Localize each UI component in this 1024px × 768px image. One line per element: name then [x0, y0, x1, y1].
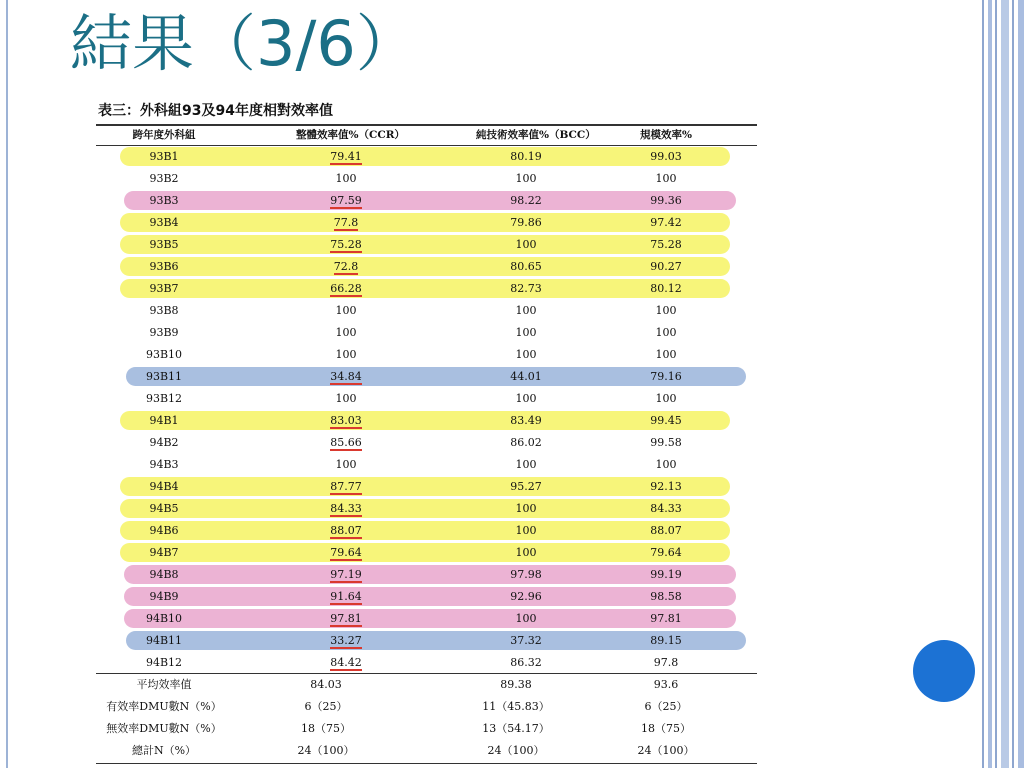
- cell-scale: 97.8: [653, 656, 679, 669]
- ccr-underline-mark: 97.19: [330, 568, 362, 581]
- cell-ccr: 100: [335, 458, 357, 471]
- summary-ccr: 84.03: [310, 678, 342, 691]
- table-row: [96, 476, 757, 498]
- table-row: [96, 344, 757, 366]
- cell-scale: 88.07: [650, 524, 682, 537]
- cell-ccr: 100: [335, 326, 357, 339]
- cell-scale: 92.13: [650, 480, 682, 493]
- table-row: [96, 652, 757, 674]
- cell-dmu: 94B1: [149, 414, 179, 427]
- cell-bcc: 37.32: [510, 634, 542, 647]
- ccr-underline-mark: 75.28: [330, 238, 362, 251]
- table-row: [96, 300, 757, 322]
- cell-bcc: 100: [515, 458, 537, 471]
- cell-bcc: 97.98: [510, 568, 542, 581]
- cell-dmu: 93B7: [149, 282, 179, 295]
- cell-ccr: [296, 542, 396, 564]
- cell-bcc: 100: [515, 502, 537, 515]
- summary-bcc: 11（45.83）: [482, 700, 550, 713]
- header-bcc: 純技術效率值%（BCC）: [476, 129, 596, 141]
- table-row: [96, 168, 757, 190]
- cell-bcc: 100: [515, 524, 537, 537]
- cell-ccr: [296, 564, 396, 586]
- summary-scale: 6（25）: [644, 700, 688, 713]
- cell-scale: 97.42: [650, 216, 682, 229]
- cell-dmu: 94B11: [145, 634, 183, 647]
- ccr-underline-mark: 77.8: [333, 216, 359, 229]
- cell-scale: 90.27: [650, 260, 682, 273]
- table-row: [96, 586, 757, 608]
- cell-bcc: 100: [515, 172, 537, 185]
- cell-scale: 79.64: [650, 546, 682, 559]
- ccr-underline-mark: 97.59: [330, 194, 362, 207]
- summary-label: 總計N（%）: [131, 744, 197, 757]
- cell-ccr: 100: [335, 392, 357, 405]
- cell-dmu: 93B9: [149, 326, 179, 339]
- table-bottom-rule: [96, 763, 757, 764]
- cell-scale: 100: [655, 392, 677, 405]
- summary-row: [96, 674, 757, 696]
- cell-dmu: 94B4: [149, 480, 179, 493]
- cell-bcc: 100: [515, 304, 537, 317]
- cell-ccr: [296, 520, 396, 542]
- cell-bcc: 86.32: [510, 656, 542, 669]
- header-dmu: 跨年度外科組: [132, 129, 196, 141]
- cell-dmu: 94B5: [149, 502, 179, 515]
- ccr-underline-mark: 87.77: [330, 480, 362, 493]
- table-row: [96, 454, 757, 476]
- summary-row: [96, 740, 757, 762]
- cell-ccr: [296, 410, 396, 432]
- table-row: [96, 146, 757, 168]
- cell-ccr: [296, 586, 396, 608]
- table-row: [96, 564, 757, 586]
- cell-dmu: 94B12: [145, 656, 183, 669]
- cell-scale: 100: [655, 348, 677, 361]
- cell-dmu: 94B9: [149, 590, 179, 603]
- cell-bcc: 100: [515, 348, 537, 361]
- table-row: [96, 366, 757, 388]
- cell-dmu: 93B3: [149, 194, 179, 207]
- summary-bcc: 13（54.17）: [482, 722, 550, 735]
- ccr-underline-mark: 79.41: [330, 150, 362, 163]
- cell-ccr: [296, 630, 396, 652]
- cell-ccr: [296, 190, 396, 212]
- cell-bcc: 79.86: [510, 216, 542, 229]
- header-ccr: 整體效率值%（CCR）: [296, 129, 405, 141]
- cell-dmu: 93B8: [149, 304, 179, 317]
- summary-bcc: 24（100）: [487, 744, 545, 757]
- ccr-underline-mark: 72.8: [333, 260, 359, 273]
- cell-bcc: 80.65: [510, 260, 542, 273]
- cell-scale: 98.58: [650, 590, 682, 603]
- ccr-underline-mark: 79.64: [330, 546, 362, 559]
- cell-bcc: 92.96: [510, 590, 542, 603]
- cell-dmu: 94B3: [149, 458, 179, 471]
- cell-scale: 89.15: [650, 634, 682, 647]
- cell-bcc: 80.19: [510, 150, 542, 163]
- cell-bcc: 98.22: [510, 194, 542, 207]
- ccr-underline-mark: 84.33: [330, 502, 362, 515]
- cell-ccr: [296, 212, 396, 234]
- ccr-underline-mark: 85.66: [330, 436, 362, 449]
- cell-scale: 97.81: [650, 612, 682, 625]
- table-row: [96, 256, 757, 278]
- cell-scale: 99.45: [650, 414, 682, 427]
- cell-bcc: 100: [515, 612, 537, 625]
- cell-bcc: 100: [515, 546, 537, 559]
- left-border-line: [6, 0, 8, 768]
- ccr-underline-mark: 91.64: [330, 590, 362, 603]
- cell-bcc: 44.01: [510, 370, 542, 383]
- cell-scale: 100: [655, 326, 677, 339]
- right-decorative-frame: [980, 0, 1024, 768]
- cell-ccr: [296, 498, 396, 520]
- table-row: [96, 520, 757, 542]
- cell-dmu: 94B6: [149, 524, 179, 537]
- slide-title: 結果（3/6）: [70, 7, 418, 80]
- ccr-underline-mark: 84.42: [330, 656, 362, 669]
- cell-bcc: 86.02: [510, 436, 542, 449]
- table-row: [96, 630, 757, 652]
- cell-scale: 84.33: [650, 502, 682, 515]
- summary-label: 無效率DMU數N（%）: [106, 722, 222, 735]
- cell-bcc: 100: [515, 326, 537, 339]
- cell-scale: 99.19: [650, 568, 682, 581]
- ccr-underline-mark: 83.03: [330, 414, 362, 427]
- cell-ccr: 100: [335, 348, 357, 361]
- cell-scale: 75.28: [650, 238, 682, 251]
- ccr-underline-mark: 34.84: [330, 370, 362, 383]
- summary-label: 平均效率值: [136, 678, 192, 691]
- summary-ccr: 24（100）: [297, 744, 355, 757]
- table-row: [96, 322, 757, 344]
- cell-ccr: [296, 476, 396, 498]
- cell-dmu: 94B10: [145, 612, 183, 625]
- cell-dmu: 94B2: [149, 436, 179, 449]
- cell-scale: 99.03: [650, 150, 682, 163]
- cell-scale: 100: [655, 304, 677, 317]
- cell-dmu: 93B6: [149, 260, 179, 273]
- summary-row: [96, 696, 757, 718]
- cell-ccr: [296, 432, 396, 454]
- cell-ccr: 100: [335, 172, 357, 185]
- cell-scale: 79.16: [650, 370, 682, 383]
- cell-ccr: [296, 234, 396, 256]
- cell-bcc: 82.73: [510, 282, 542, 295]
- cell-dmu: 93B1: [149, 150, 179, 163]
- cell-dmu: 93B4: [149, 216, 179, 229]
- cell-scale: 100: [655, 458, 677, 471]
- cell-dmu: 94B7: [149, 546, 179, 559]
- cell-bcc: 95.27: [510, 480, 542, 493]
- summary-bcc: 89.38: [500, 678, 532, 691]
- cell-ccr: [296, 278, 396, 300]
- summary-scale: 24（100）: [637, 744, 695, 757]
- table-row: [96, 608, 757, 630]
- cell-ccr: [296, 146, 396, 168]
- table-row: [96, 410, 757, 432]
- summary-scale: 18（75）: [641, 722, 691, 735]
- table-row: [96, 498, 757, 520]
- ccr-underline-mark: 88.07: [330, 524, 362, 537]
- cell-dmu: 94B8: [149, 568, 179, 581]
- decorative-blue-dot: [913, 640, 975, 702]
- cell-dmu: 93B10: [145, 348, 183, 361]
- ccr-underline-mark: 97.81: [330, 612, 362, 625]
- table-row: [96, 432, 757, 454]
- cell-scale: 99.36: [650, 194, 682, 207]
- table-row: [96, 190, 757, 212]
- table-row: [96, 212, 757, 234]
- cell-scale: 100: [655, 172, 677, 185]
- table-row: [96, 388, 757, 410]
- cell-ccr: [296, 652, 396, 674]
- cell-scale: 80.12: [650, 282, 682, 295]
- header-scale: 規模效率%: [640, 129, 692, 141]
- summary-ccr: 6（25）: [304, 700, 348, 713]
- cell-dmu: 93B2: [149, 172, 179, 185]
- table-row: [96, 234, 757, 256]
- summary-scale: 93.6: [653, 678, 679, 691]
- cell-dmu: 93B12: [145, 392, 183, 405]
- ccr-underline-mark: 33.27: [330, 634, 362, 647]
- cell-ccr: [296, 256, 396, 278]
- table-caption: 表三：外科組93及94年度相對效率值: [98, 103, 333, 119]
- cell-bcc: 83.49: [510, 414, 542, 427]
- table-row: [96, 542, 757, 564]
- table-header-row: [96, 124, 757, 146]
- cell-dmu: 93B11: [145, 370, 183, 383]
- ccr-underline-mark: 66.28: [330, 282, 362, 295]
- cell-bcc: 100: [515, 238, 537, 251]
- cell-ccr: 100: [335, 304, 357, 317]
- summary-label: 有效率DMU數N（%）: [106, 700, 222, 713]
- cell-scale: 99.58: [650, 436, 682, 449]
- table-row: [96, 278, 757, 300]
- cell-bcc: 100: [515, 392, 537, 405]
- cell-dmu: 93B5: [149, 238, 179, 251]
- cell-ccr: [296, 366, 396, 388]
- summary-ccr: 18（75）: [301, 722, 351, 735]
- summary-row: [96, 718, 757, 740]
- cell-ccr: [296, 608, 396, 630]
